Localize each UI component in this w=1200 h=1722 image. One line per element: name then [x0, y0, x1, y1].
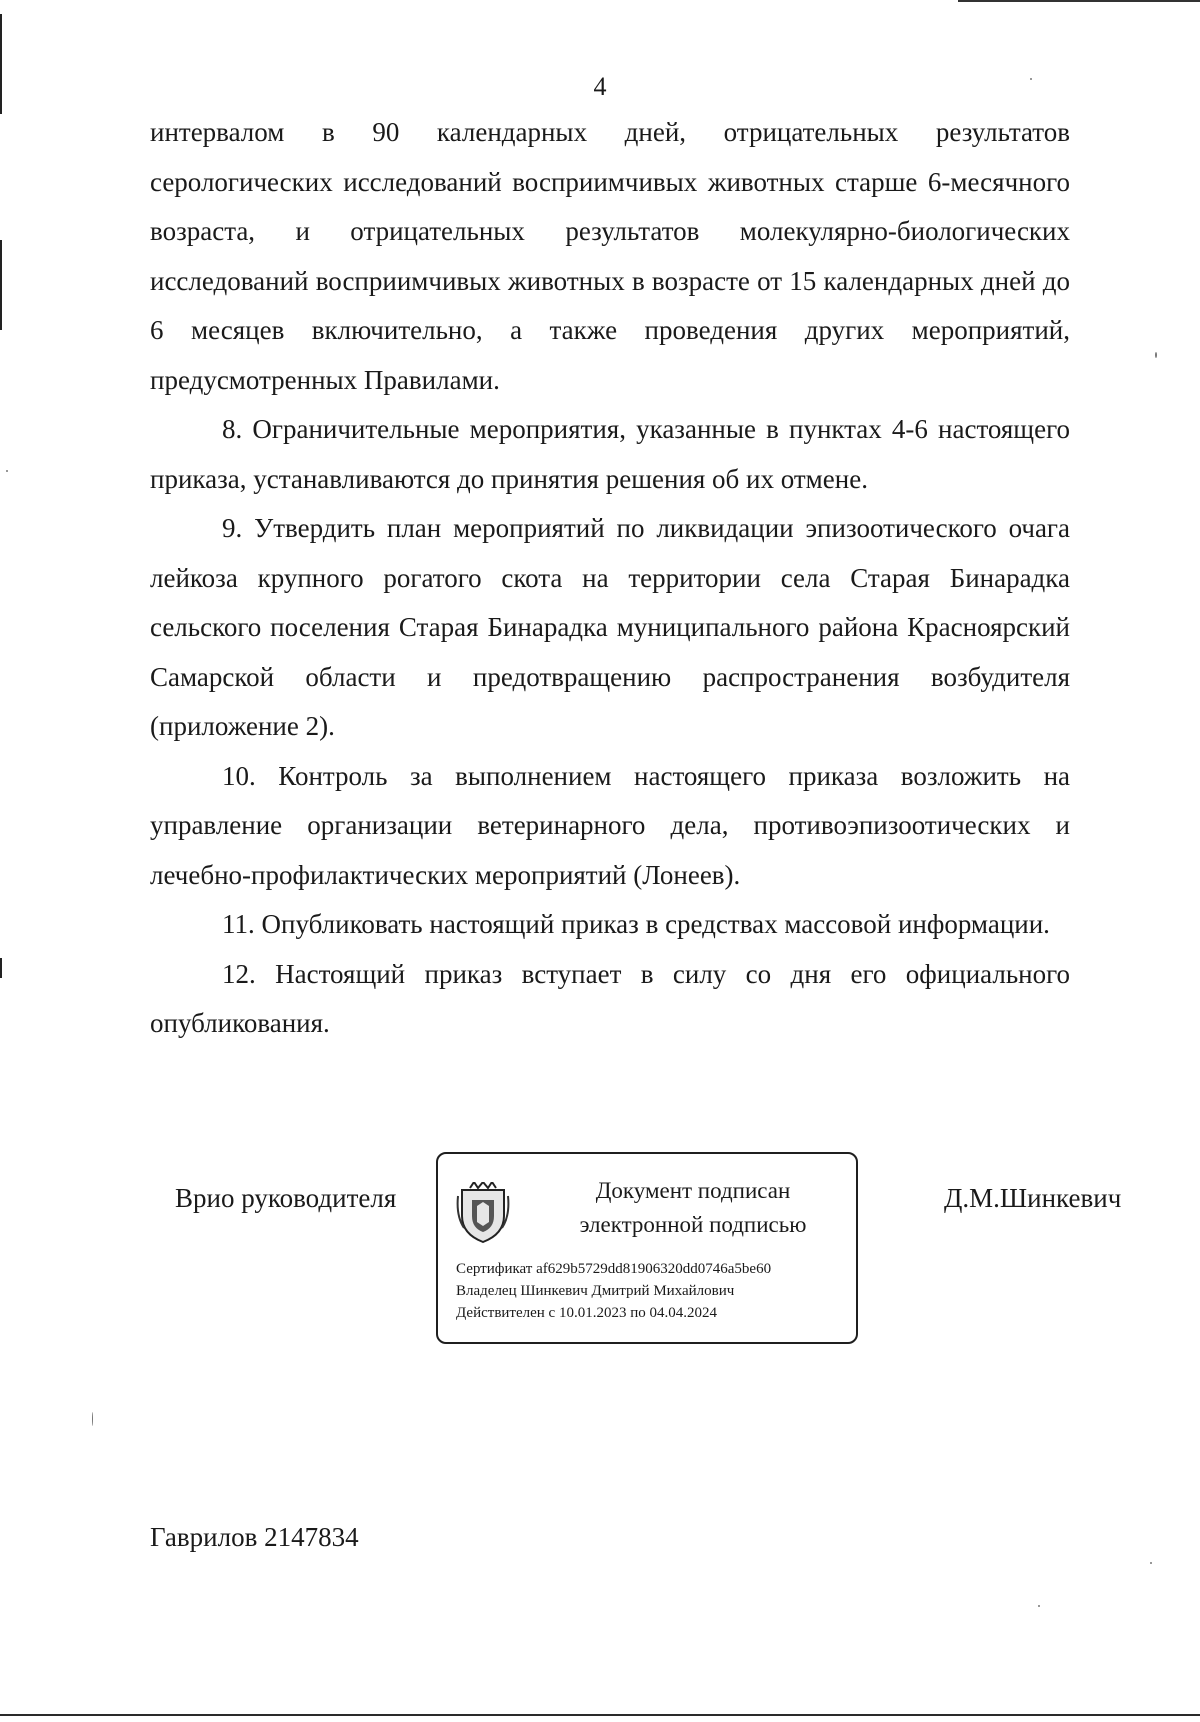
paragraph-item-8: 8. Ограничительные мероприятия, указанные в пунктах 4-6 настоящего приказа, устанавливаются до принятия решения об их отмене.: [150, 414, 1070, 494]
stamp-validity: Действителен с 10.01.2023 по 04.04.2024: [456, 1305, 717, 1321]
paragraph-item-12: 12. Настоящий приказ вступает в силу со дня его официального опубликования.: [150, 958, 1070, 1038]
scan-edge-left-middle: [0, 240, 2, 330]
signature-block: [0, 1152, 1200, 1352]
signatory-name: Д.М.Шинкевич: [944, 1183, 1122, 1213]
paragraph-item-11: 11. Опубликовать настоящий приказ в средствах массовой информации.: [222, 909, 1050, 939]
stamp-title-line-2: электронной подписью: [579, 1212, 807, 1237]
stamp-certificate: Сертификат af629b5729dd81906320dd0746a5be60: [456, 1261, 772, 1277]
scan-speck: [92, 1412, 93, 1426]
coat-of-arms-icon: [456, 1182, 510, 1244]
paragraph-item-10: 10. Контроль за выполнением настоящего приказа возложить на управление организации ветеринарного дела, противоэпизоотических и лечебно-профилактических мероприятий (Лонеев).: [150, 760, 1070, 890]
scan-speck: [1038, 1605, 1040, 1607]
stamp-title-line-1: Документ подписан: [595, 1178, 791, 1203]
executor-info: Гаврилов 2147834: [150, 1522, 359, 1552]
stamp-details: [456, 1258, 771, 1324]
scan-edge-left-lower: [0, 958, 2, 978]
stamp-title: [538, 1174, 848, 1242]
e-signature-stamp: [436, 1152, 858, 1344]
scan-edge-top: [958, 0, 1200, 2]
scan-edge-bottom: [0, 1714, 1200, 1716]
scan-speck: [1150, 1562, 1152, 1564]
scan-speck: [6, 470, 8, 472]
stamp-owner: Владелец Шинкевич Дмитрий Михайлович: [456, 1283, 735, 1299]
paragraph-item-9: 9. Утвердить план мероприятий по ликвидации эпизоотического очага лейкоза крупного рогатого скота на территории села Старая Бинарадка сельского поселения Старая Бинарадка муниципального района Красноярский Самарской области и предотвращению распространения возбудителя (приложение 2).: [150, 513, 1070, 741]
paragraph-continuation: интервалом в 90 календарных дней, отрицательных результатов серологических исследований восприимчивых животных старше 6-месячного возраста, и отрицательных результатов молекулярно-биологических исследований восприимчивых животных в возрасте от 15 календарных дней до 6 месяцев включительно, а также проведения других мероприятий, предусмотренных Правилами.: [150, 117, 1070, 395]
signatory-position: Врио руководителя: [175, 1183, 397, 1213]
scan-speck: [1155, 352, 1157, 358]
page-number: 4: [593, 72, 607, 101]
document-body: [150, 108, 1070, 1049]
